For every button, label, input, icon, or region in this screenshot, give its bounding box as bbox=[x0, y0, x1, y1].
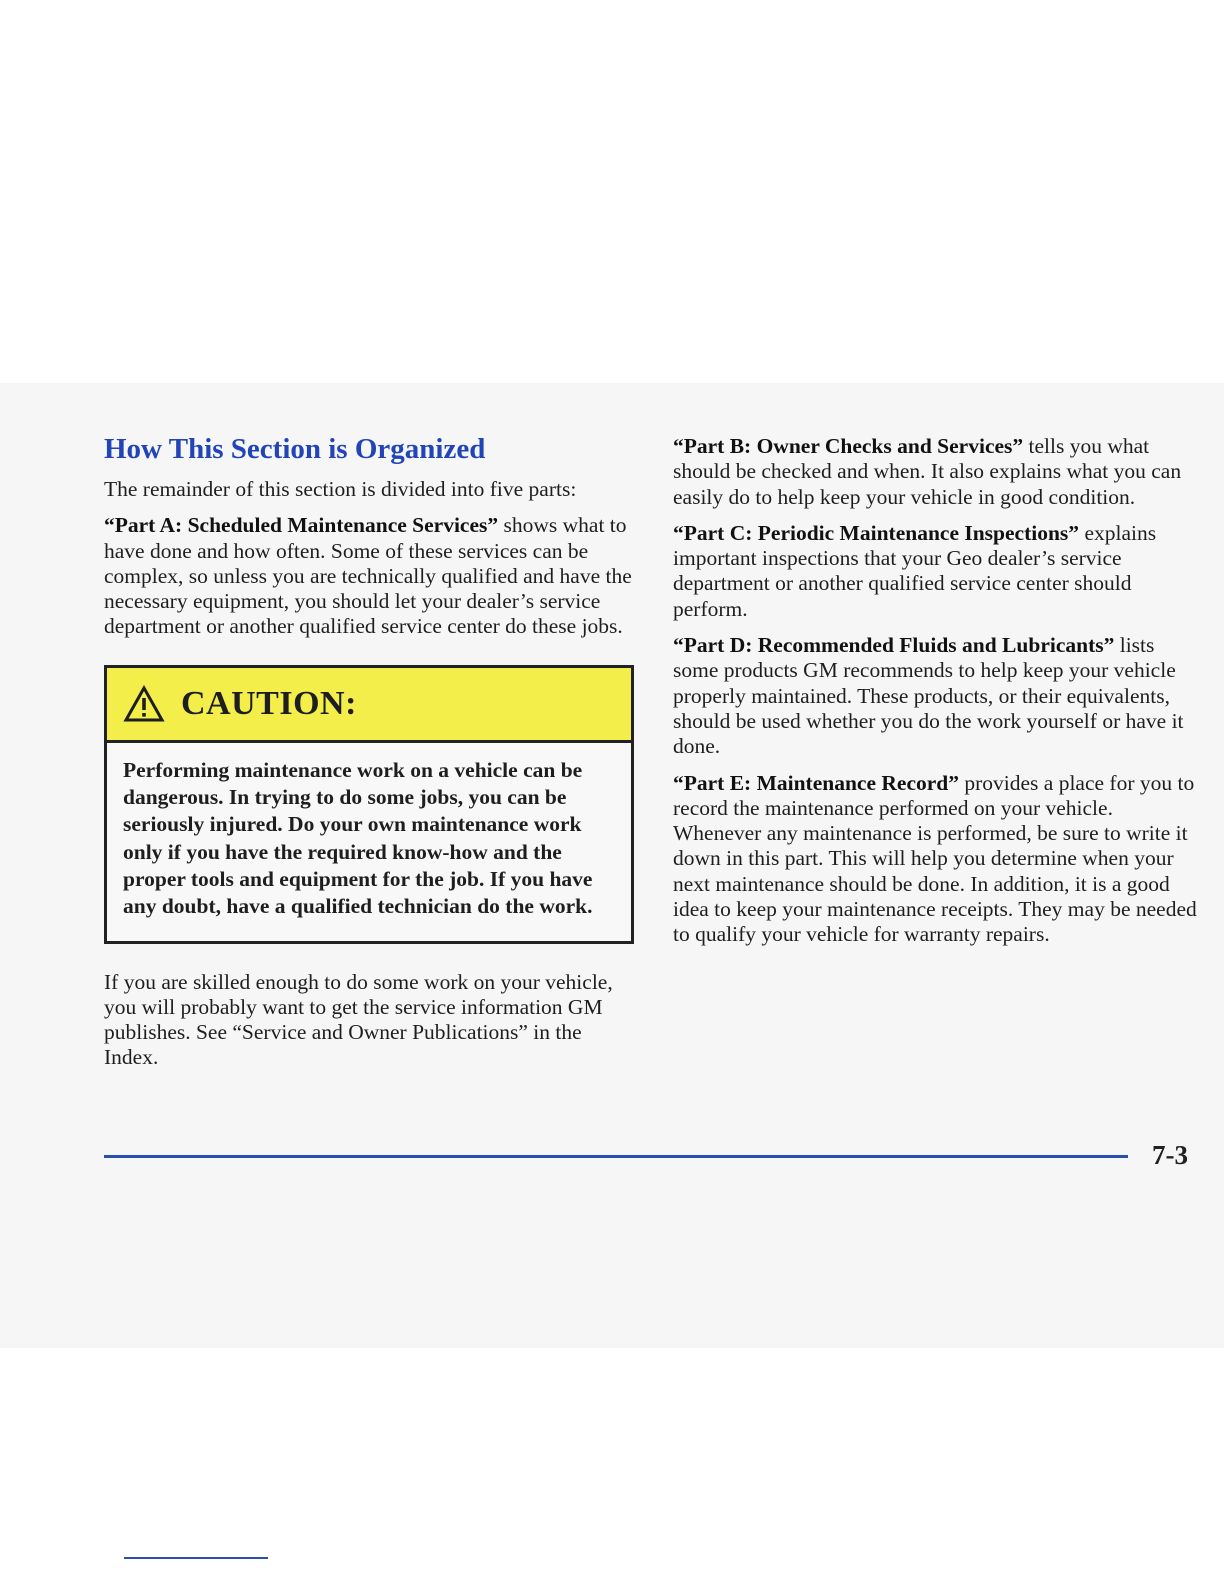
part-d-lead: “Part D: Recommended Fluids and Lubricants” bbox=[673, 633, 1115, 658]
part-d-text: lists some products GM recommends to help keep your vehicle properly maintained. These products, or their equivalents, should be used whether you do the work yourself or have it done. bbox=[673, 633, 1184, 759]
part-c-text: explains important inspections that your Geo dealer’s service department or another qualified service center should perform. bbox=[673, 520, 1157, 621]
intro-paragraph: The remainder of this section is divided into five parts: bbox=[104, 477, 577, 501]
part-a-paragraph bbox=[104, 513, 634, 639]
left-column bbox=[104, 431, 634, 1082]
section-heading: How This Section is Organized bbox=[104, 433, 486, 465]
part-e-text: provides a place for you to record the maintenance performed on your vehicle. Whenever any maintenance is performed, be sure to write it down in this part. This will help you determine when your next maintenance should be done. In addition, it is a good idea to keep your maintenance receipts. They may be needed to qualify your vehicle for warranty repairs. bbox=[673, 770, 1197, 947]
skilled-paragraph: If you are skilled enough to do some work on your vehicle, you will probably want to get the service information GM publishes. See “Service and Owner Publications” in the Index. bbox=[104, 969, 613, 1070]
part-c-paragraph bbox=[673, 521, 1203, 622]
caution-body: Performing maintenance work on a vehicle can be dangerous. In trying to do some jobs, you can be seriously injured. Do your own maintenance work only if you have the required know-how and the proper tools and equipment for the job. If you have any doubt, have a qualified technician do the work. bbox=[123, 757, 593, 919]
right-column bbox=[673, 434, 1203, 959]
part-a-text: shows what to have done and how often. Some of these services can be complex, so unless you are technically qualified and have the necessary equipment, you should let your dealer’s service department or another qualified service center do these jobs. bbox=[104, 513, 632, 639]
part-a-lead: “Part A: Scheduled Maintenance Services” bbox=[104, 513, 499, 538]
caution-title: CAUTION: bbox=[181, 685, 357, 723]
warning-triangle-icon bbox=[123, 685, 165, 723]
bottom-rule bbox=[124, 1557, 268, 1559]
part-c-lead: “Part C: Periodic Maintenance Inspections” bbox=[673, 520, 1080, 545]
part-e-paragraph bbox=[673, 771, 1203, 948]
part-b-paragraph bbox=[673, 434, 1203, 510]
page-number: 7-3 bbox=[1152, 1140, 1188, 1170]
part-b-lead: “Part B: Owner Checks and Services” bbox=[673, 434, 1024, 458]
caution-header bbox=[107, 668, 631, 743]
footer-rule bbox=[104, 1155, 1128, 1158]
part-b-text: tells you what should be checked and when. It also explains what you can easily do to help keep your vehicle in good condition. bbox=[673, 434, 1182, 509]
part-e-lead: “Part E: Maintenance Record” bbox=[673, 770, 959, 795]
caution-box bbox=[104, 665, 634, 944]
part-d-paragraph bbox=[673, 633, 1203, 759]
